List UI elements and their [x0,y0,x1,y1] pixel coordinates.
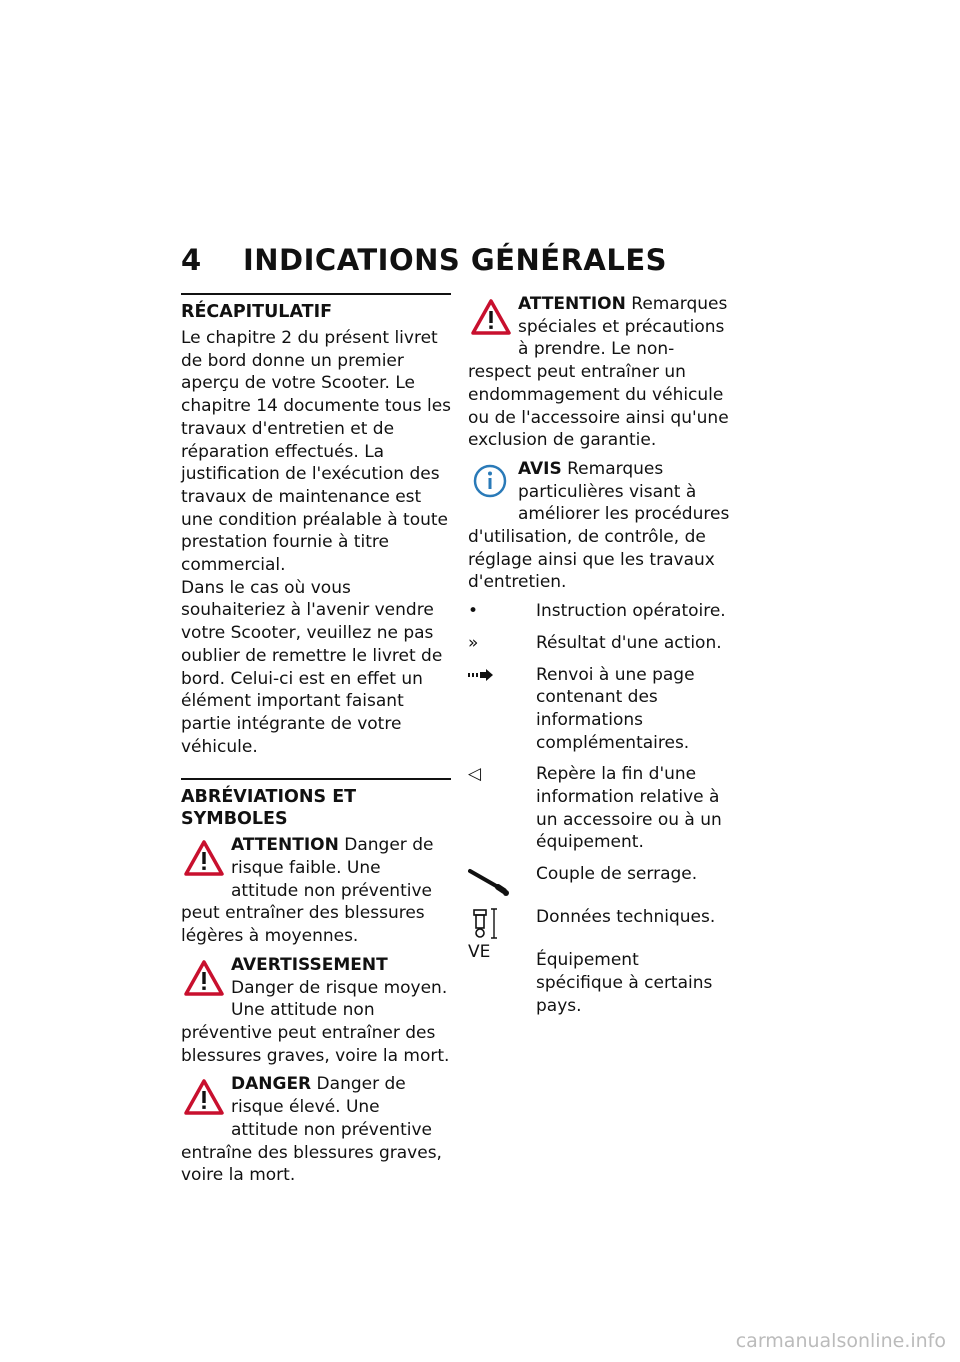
technical-data-icon [468,906,502,940]
avertissement-text: Danger de risque moyen. Une attitude non préventive peut entraîner des blessures graves, voire la mort. [181,977,450,1066]
recap-paragraph-2: Dans le cas où vous souhaiteriez à l'avenir vendre votre Scooter, veuillez ne pas oublier de remettre le livret de bord. Celui-ci est en effet un élément important faisant partie intégrante de votre véhicule. [181,577,443,757]
section-rule [181,778,451,780]
warning-triangle-icon [181,834,227,880]
recap-paragraph-1: Le chapitre 2 du présent livret de bord donne un premier aperçu de votre Scooter. Le chapitre 14 documente tous les travaux d'entretien et de réparation effectués. La justification de l'exécution des travaux de maintenance est une condition préalable à toute prestation fournie à titre commercial. [181,328,452,576]
symbol-description: Couple de serrage. [536,864,698,885]
warning-triangle-icon [468,293,514,339]
danger-text: Danger de risque élevé. Une attitude non préventive entraîne des blessures graves, voire la mort. [181,1074,442,1186]
attention-note [181,834,451,948]
symbol-row [468,863,730,897]
warning-triangle-icon [181,1073,227,1119]
attention-precaution-note [468,293,730,452]
symbol-list [468,600,730,1017]
avis-note [468,458,730,594]
torque-wrench-icon [468,867,512,897]
symbol-row [468,763,730,854]
footer-watermark: carmanualsonline.info [735,1330,946,1352]
attention2-keyword: ATTENTION [518,294,626,314]
double-chevron-icon: » [468,632,479,653]
attention2-text: Remarques spéciales et précautions à prendre. Le non-respect peut entraîner un endommagement du véhicule ou de l'accessoire ainsi qu'une exclusion de garantie. [468,294,729,451]
danger-note-start [181,1073,451,1187]
end-marker-icon: ◁ [468,764,482,785]
symbol-row [468,632,730,655]
symbol-row [468,906,730,940]
info-icon [468,458,514,504]
symbol-row [468,664,730,755]
section-rule [181,293,451,295]
chapter-number: 4 [181,243,202,277]
ve-label: VE [468,942,491,963]
bullet-icon: • [468,601,479,622]
left-column [181,293,451,1187]
symbol-row [468,600,730,623]
avertissement-note [181,954,451,1068]
chapter-title [181,243,667,277]
symbol-description: Équipement spécifique à certains pays. [536,950,713,1016]
symbol-description: Instruction opératoire. [536,601,726,622]
attention-keyword: ATTENTION [231,835,339,856]
avis-keyword: AVIS [518,458,562,479]
symbol-description: Résultat d'une action. [536,632,722,653]
symbol-row [468,942,730,1017]
right-column [468,293,730,1026]
attention-text: Danger de risque faible. Une attitude non préventive peut entraîner des blessures légères à moyennes. [181,835,434,947]
danger-keyword: DANGER [231,1074,312,1095]
symbol-description: Données techniques. [536,907,716,928]
section-heading-recap: RÉCAPITULATIF [181,302,333,322]
symbol-description: Repère la fin d'une information relative à un accessoire ou à un équipement. [536,764,722,853]
chapter-heading: INDICATIONS GÉNÉRALES [243,243,668,277]
arrow-reference-icon [468,668,494,682]
symbol-description: Renvoi à une page contenant des informations complémentaires. [536,664,695,753]
avertissement-keyword: AVERTISSEMENT [231,954,388,975]
warning-triangle-icon [181,954,227,1000]
section-heading-abbrev: ABRÉVIATIONS ET SYMBOLES [181,787,357,830]
avis-text: Remarques particulières visant à améliorer les procédures d'utilisation, de contrôle, de réglage ainsi que les travaux d'entretien. [468,458,730,593]
